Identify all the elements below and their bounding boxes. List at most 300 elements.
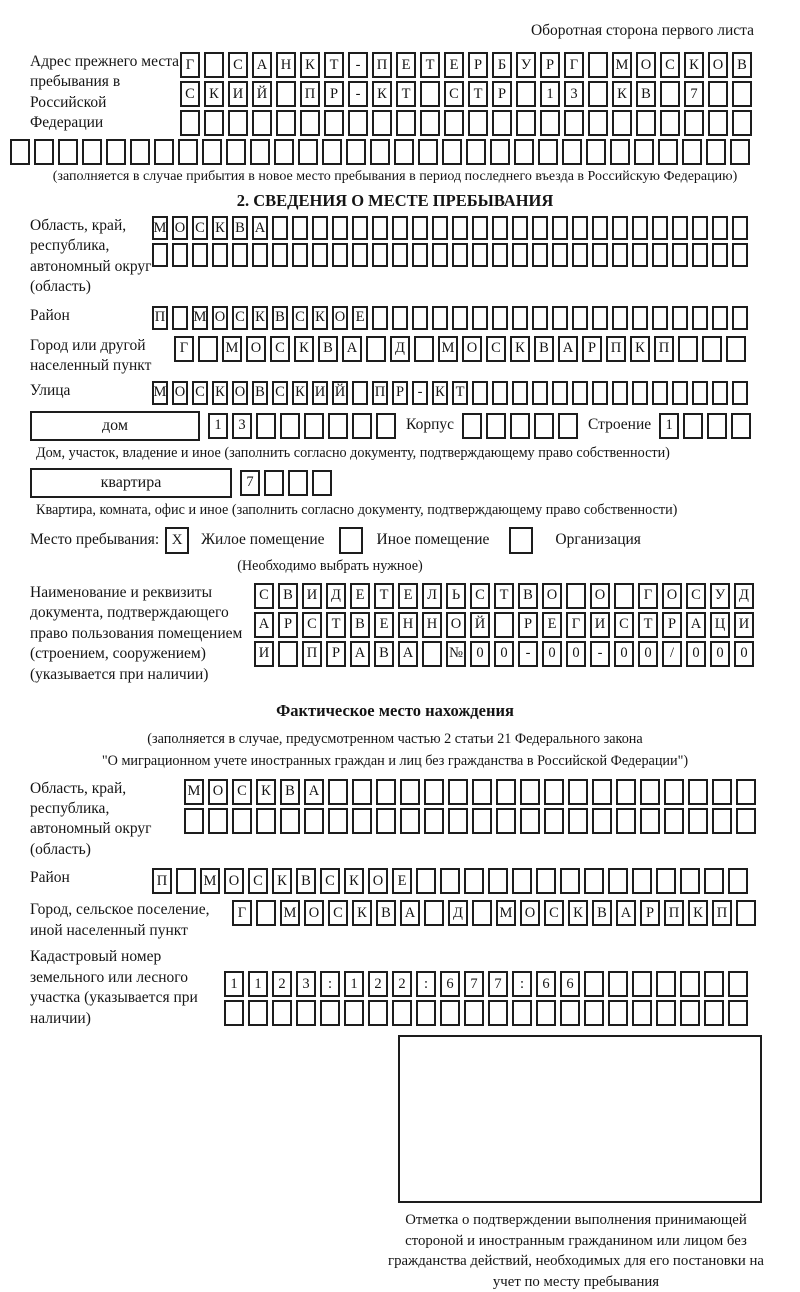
char-cell[interactable]: -	[590, 641, 610, 667]
char-cell[interactable]: О	[708, 52, 728, 78]
char-cell[interactable]: К	[612, 81, 632, 107]
char-cell[interactable]	[584, 971, 604, 997]
char-cell[interactable]	[464, 868, 484, 894]
char-cell[interactable]: -	[412, 381, 428, 405]
char-cell[interactable]: В	[732, 52, 752, 78]
char-cell[interactable]: О	[368, 868, 388, 894]
char-cell[interactable]	[418, 139, 438, 165]
char-cell[interactable]: С	[248, 868, 268, 894]
char-cell[interactable]	[684, 110, 704, 136]
char-cell[interactable]	[634, 139, 654, 165]
char-cell[interactable]: К	[568, 900, 588, 926]
char-cell[interactable]	[572, 243, 588, 267]
char-cell[interactable]	[256, 413, 276, 439]
char-cell[interactable]	[682, 139, 702, 165]
char-cell[interactable]	[588, 110, 608, 136]
char-cell[interactable]	[298, 139, 318, 165]
char-cell[interactable]	[706, 139, 726, 165]
char-cell[interactable]	[280, 413, 300, 439]
char-cell[interactable]: В	[376, 900, 396, 926]
char-cell[interactable]	[448, 779, 468, 805]
char-cell[interactable]	[248, 1000, 268, 1026]
char-cell[interactable]: 6	[440, 971, 460, 997]
char-cell[interactable]: 7	[684, 81, 704, 107]
char-cell[interactable]: М	[184, 779, 204, 805]
char-cell[interactable]	[412, 243, 428, 267]
char-cell[interactable]	[544, 808, 564, 834]
char-cell[interactable]: С	[270, 336, 290, 362]
char-cell[interactable]	[608, 971, 628, 997]
char-cell[interactable]: С	[660, 52, 680, 78]
char-cell[interactable]: 3	[296, 971, 316, 997]
char-cell[interactable]: А	[400, 900, 420, 926]
char-cell[interactable]	[516, 81, 536, 107]
char-cell[interactable]	[352, 243, 368, 267]
char-cell[interactable]: А	[252, 216, 268, 240]
char-cell[interactable]: К	[312, 306, 328, 330]
char-cell[interactable]	[202, 139, 222, 165]
char-cell[interactable]: 0	[710, 641, 730, 667]
char-cell[interactable]	[536, 868, 556, 894]
char-cell[interactable]	[252, 110, 272, 136]
char-cell[interactable]	[392, 243, 408, 267]
char-cell[interactable]	[420, 81, 440, 107]
char-cell[interactable]	[368, 1000, 388, 1026]
char-cell[interactable]	[552, 216, 568, 240]
char-cell[interactable]	[472, 381, 488, 405]
char-cell[interactable]	[566, 583, 586, 609]
char-cell[interactable]	[346, 139, 366, 165]
char-cell[interactable]: М	[192, 306, 208, 330]
char-cell[interactable]	[462, 413, 482, 439]
char-cell[interactable]	[708, 110, 728, 136]
char-cell[interactable]: Н	[398, 612, 418, 638]
char-cell[interactable]	[488, 868, 508, 894]
char-cell[interactable]	[702, 336, 722, 362]
char-cell[interactable]: Р	[540, 52, 560, 78]
char-cell[interactable]: Г	[638, 583, 658, 609]
char-cell[interactable]	[726, 336, 746, 362]
char-cell[interactable]: Е	[352, 306, 368, 330]
char-cell[interactable]	[264, 470, 284, 496]
char-cell[interactable]	[680, 868, 700, 894]
char-cell[interactable]	[510, 413, 530, 439]
char-cell[interactable]: 0	[494, 641, 514, 667]
char-cell[interactable]	[488, 1000, 508, 1026]
char-cell[interactable]: М	[222, 336, 242, 362]
char-cell[interactable]	[708, 81, 728, 107]
char-cell[interactable]	[322, 139, 342, 165]
char-cell[interactable]: О	[208, 779, 228, 805]
char-cell[interactable]	[683, 413, 703, 439]
char-cell[interactable]	[672, 243, 688, 267]
char-cell[interactable]: Ц	[710, 612, 730, 638]
char-cell[interactable]	[512, 306, 528, 330]
char-cell[interactable]	[424, 808, 444, 834]
char-cell[interactable]: Р	[324, 81, 344, 107]
char-cell[interactable]	[416, 1000, 436, 1026]
char-cell[interactable]	[332, 243, 348, 267]
char-cell[interactable]: С	[486, 336, 506, 362]
char-cell[interactable]	[376, 808, 396, 834]
char-cell[interactable]: В	[272, 306, 288, 330]
char-cell[interactable]: О	[590, 583, 610, 609]
char-cell[interactable]: С	[320, 868, 340, 894]
char-cell[interactable]	[652, 306, 668, 330]
char-cell[interactable]	[652, 216, 668, 240]
char-cell[interactable]: Е	[444, 52, 464, 78]
char-cell[interactable]	[612, 306, 628, 330]
char-cell[interactable]: К	[212, 381, 228, 405]
char-cell[interactable]: С	[254, 583, 274, 609]
char-cell[interactable]: 1	[208, 413, 228, 439]
char-cell[interactable]: С	[470, 583, 490, 609]
char-cell[interactable]: О	[332, 306, 348, 330]
char-cell[interactable]: С	[544, 900, 564, 926]
char-cell[interactable]	[736, 808, 756, 834]
char-cell[interactable]: О	[212, 306, 228, 330]
char-cell[interactable]	[544, 779, 564, 805]
char-cell[interactable]	[424, 900, 444, 926]
char-cell[interactable]	[712, 808, 732, 834]
char-cell[interactable]	[440, 1000, 460, 1026]
char-cell[interactable]	[586, 139, 606, 165]
char-cell[interactable]	[540, 110, 560, 136]
char-cell[interactable]	[416, 868, 436, 894]
char-cell[interactable]	[652, 381, 668, 405]
char-cell[interactable]	[712, 243, 728, 267]
char-cell[interactable]: В	[592, 900, 612, 926]
char-cell[interactable]	[34, 139, 54, 165]
char-cell[interactable]: Л	[422, 583, 442, 609]
char-cell[interactable]	[312, 216, 328, 240]
char-cell[interactable]	[412, 216, 428, 240]
char-cell[interactable]: Р	[640, 900, 660, 926]
char-cell[interactable]	[106, 139, 126, 165]
char-cell[interactable]: С	[272, 381, 288, 405]
char-cell[interactable]: Н	[422, 612, 442, 638]
char-cell[interactable]: К	[272, 868, 292, 894]
char-cell[interactable]: М	[612, 52, 632, 78]
char-cell[interactable]	[348, 110, 368, 136]
char-cell[interactable]: С	[444, 81, 464, 107]
char-cell[interactable]: Г	[232, 900, 252, 926]
char-cell[interactable]	[412, 306, 428, 330]
char-cell[interactable]: К	[684, 52, 704, 78]
char-cell[interactable]: :	[416, 971, 436, 997]
char-cell[interactable]: Н	[276, 52, 296, 78]
char-cell[interactable]	[656, 868, 676, 894]
char-cell[interactable]: С	[686, 583, 706, 609]
char-cell[interactable]: И	[734, 612, 754, 638]
char-cell[interactable]	[452, 243, 468, 267]
char-cell[interactable]	[280, 808, 300, 834]
char-cell[interactable]: К	[344, 868, 364, 894]
char-cell[interactable]	[452, 306, 468, 330]
char-cell[interactable]: К	[300, 52, 320, 78]
char-cell[interactable]: 1	[540, 81, 560, 107]
char-cell[interactable]: И	[228, 81, 248, 107]
char-cell[interactable]	[538, 139, 558, 165]
char-cell[interactable]	[732, 110, 752, 136]
char-cell[interactable]	[680, 1000, 700, 1026]
char-cell[interactable]: У	[710, 583, 730, 609]
char-cell[interactable]	[664, 808, 684, 834]
char-cell[interactable]: В	[518, 583, 538, 609]
char-cell[interactable]	[466, 139, 486, 165]
char-cell[interactable]	[672, 216, 688, 240]
char-cell[interactable]	[274, 139, 294, 165]
char-cell[interactable]: 6	[560, 971, 580, 997]
char-cell[interactable]	[372, 243, 388, 267]
char-cell[interactable]: С	[232, 306, 248, 330]
char-cell[interactable]	[432, 306, 448, 330]
char-cell[interactable]: К	[256, 779, 276, 805]
char-cell[interactable]	[704, 868, 724, 894]
char-cell[interactable]	[731, 413, 751, 439]
char-cell[interactable]	[172, 243, 188, 267]
char-cell[interactable]	[568, 779, 588, 805]
char-cell[interactable]: 0	[638, 641, 658, 667]
char-cell[interactable]	[707, 413, 727, 439]
char-cell[interactable]: Т	[494, 583, 514, 609]
char-cell[interactable]: №	[446, 641, 466, 667]
char-cell[interactable]: П	[300, 81, 320, 107]
char-cell[interactable]	[652, 243, 668, 267]
char-cell[interactable]	[352, 779, 372, 805]
char-cell[interactable]: К	[294, 336, 314, 362]
char-cell[interactable]	[658, 139, 678, 165]
char-cell[interactable]: С	[192, 381, 208, 405]
char-cell[interactable]	[304, 413, 324, 439]
char-cell[interactable]	[370, 139, 390, 165]
char-cell[interactable]: О	[304, 900, 324, 926]
char-cell[interactable]	[152, 243, 168, 267]
char-cell[interactable]	[212, 243, 228, 267]
char-cell[interactable]: 0	[470, 641, 490, 667]
char-cell[interactable]: К	[432, 381, 448, 405]
char-cell[interactable]	[392, 1000, 412, 1026]
char-cell[interactable]: В	[280, 779, 300, 805]
char-cell[interactable]: 7	[240, 470, 260, 496]
char-cell[interactable]	[572, 381, 588, 405]
char-cell[interactable]	[732, 381, 748, 405]
char-cell[interactable]	[512, 1000, 532, 1026]
char-cell[interactable]	[324, 110, 344, 136]
char-cell[interactable]: И	[312, 381, 328, 405]
char-cell[interactable]	[486, 413, 506, 439]
char-cell[interactable]: Т	[468, 81, 488, 107]
char-cell[interactable]	[614, 583, 634, 609]
char-cell[interactable]: Р	[518, 612, 538, 638]
char-cell[interactable]	[10, 139, 30, 165]
char-cell[interactable]: О	[542, 583, 562, 609]
char-cell[interactable]: Е	[374, 612, 394, 638]
char-cell[interactable]: Й	[470, 612, 490, 638]
char-cell[interactable]: А	[254, 612, 274, 638]
char-cell[interactable]	[424, 779, 444, 805]
char-cell[interactable]	[728, 868, 748, 894]
char-cell[interactable]: И	[302, 583, 322, 609]
char-cell[interactable]	[512, 868, 532, 894]
char-cell[interactable]	[632, 216, 648, 240]
char-cell[interactable]: П	[664, 900, 684, 926]
char-cell[interactable]	[632, 306, 648, 330]
char-cell[interactable]: :	[320, 971, 340, 997]
char-cell[interactable]	[636, 110, 656, 136]
char-cell[interactable]	[632, 381, 648, 405]
char-cell[interactable]	[592, 808, 612, 834]
char-cell[interactable]: А	[558, 336, 578, 362]
char-cell[interactable]	[472, 216, 488, 240]
char-cell[interactable]	[692, 381, 708, 405]
char-cell[interactable]	[278, 641, 298, 667]
char-cell[interactable]: О	[232, 381, 248, 405]
char-cell[interactable]: С	[180, 81, 200, 107]
char-cell[interactable]: 7	[464, 971, 484, 997]
char-cell[interactable]: А	[350, 641, 370, 667]
char-cell[interactable]	[608, 1000, 628, 1026]
char-cell[interactable]: 2	[368, 971, 388, 997]
char-cell[interactable]: К	[630, 336, 650, 362]
char-cell[interactable]	[552, 306, 568, 330]
char-cell[interactable]	[612, 381, 628, 405]
char-cell[interactable]: Р	[468, 52, 488, 78]
char-cell[interactable]: А	[252, 52, 272, 78]
char-cell[interactable]	[592, 243, 608, 267]
char-cell[interactable]: С	[302, 612, 322, 638]
char-cell[interactable]	[130, 139, 150, 165]
char-cell[interactable]	[680, 971, 700, 997]
char-cell[interactable]: -	[518, 641, 538, 667]
char-cell[interactable]	[256, 808, 276, 834]
char-cell[interactable]: А	[304, 779, 324, 805]
char-cell[interactable]	[712, 779, 732, 805]
char-cell[interactable]	[472, 900, 492, 926]
char-cell[interactable]: В	[636, 81, 656, 107]
char-cell[interactable]: О	[446, 612, 466, 638]
char-cell[interactable]	[534, 413, 554, 439]
char-cell[interactable]: -	[348, 81, 368, 107]
char-cell[interactable]	[496, 808, 516, 834]
char-cell[interactable]	[730, 139, 750, 165]
char-cell[interactable]	[532, 216, 548, 240]
char-cell[interactable]	[58, 139, 78, 165]
char-cell[interactable]	[704, 1000, 724, 1026]
char-cell[interactable]: 2	[392, 971, 412, 997]
char-cell[interactable]	[592, 306, 608, 330]
char-cell[interactable]	[616, 808, 636, 834]
char-cell[interactable]	[376, 413, 396, 439]
char-cell[interactable]	[442, 139, 462, 165]
char-cell[interactable]: 0	[614, 641, 634, 667]
char-cell[interactable]: М	[152, 381, 168, 405]
char-cell[interactable]	[492, 381, 508, 405]
char-cell[interactable]: Г	[174, 336, 194, 362]
char-cell[interactable]: В	[232, 216, 248, 240]
char-cell[interactable]	[512, 381, 528, 405]
char-cell[interactable]: Г	[180, 52, 200, 78]
char-cell[interactable]	[400, 779, 420, 805]
char-cell[interactable]: Й	[252, 81, 272, 107]
char-cell[interactable]: И	[254, 641, 274, 667]
char-cell[interactable]	[732, 216, 748, 240]
char-cell[interactable]	[432, 243, 448, 267]
char-cell[interactable]: В	[318, 336, 338, 362]
char-cell[interactable]	[288, 470, 308, 496]
char-cell[interactable]	[612, 110, 632, 136]
char-cell[interactable]: В	[278, 583, 298, 609]
char-cell[interactable]: О	[520, 900, 540, 926]
char-cell[interactable]	[672, 306, 688, 330]
char-cell[interactable]: Г	[564, 52, 584, 78]
char-cell[interactable]	[180, 110, 200, 136]
char-cell[interactable]: Р	[492, 81, 512, 107]
char-cell[interactable]: 1	[248, 971, 268, 997]
char-cell[interactable]	[532, 381, 548, 405]
char-cell[interactable]: К	[204, 81, 224, 107]
char-cell[interactable]: Т	[420, 52, 440, 78]
char-cell[interactable]	[328, 808, 348, 834]
char-cell[interactable]: К	[212, 216, 228, 240]
char-cell[interactable]: 1	[224, 971, 244, 997]
char-cell[interactable]: -	[348, 52, 368, 78]
char-cell[interactable]	[276, 110, 296, 136]
char-cell[interactable]	[608, 868, 628, 894]
char-cell[interactable]	[224, 1000, 244, 1026]
char-cell[interactable]	[328, 413, 348, 439]
char-cell[interactable]	[372, 110, 392, 136]
char-cell[interactable]	[272, 243, 288, 267]
char-cell[interactable]: А	[616, 900, 636, 926]
char-cell[interactable]: К	[252, 306, 268, 330]
char-cell[interactable]: К	[292, 381, 308, 405]
char-cell[interactable]	[584, 868, 604, 894]
char-cell[interactable]: А	[686, 612, 706, 638]
char-cell[interactable]: О	[172, 216, 188, 240]
char-cell[interactable]: С	[292, 306, 308, 330]
char-cell[interactable]: 0	[542, 641, 562, 667]
char-cell[interactable]: Т	[396, 81, 416, 107]
char-cell[interactable]	[704, 971, 724, 997]
char-cell[interactable]	[656, 971, 676, 997]
char-cell[interactable]: Р	[582, 336, 602, 362]
char-cell[interactable]	[492, 110, 512, 136]
char-cell[interactable]: Т	[374, 583, 394, 609]
char-cell[interactable]	[678, 336, 698, 362]
checkbox-organization[interactable]	[509, 527, 533, 554]
char-cell[interactable]: С	[232, 779, 252, 805]
checkbox-other-premises[interactable]	[339, 527, 363, 554]
char-cell[interactable]	[300, 110, 320, 136]
char-cell[interactable]	[250, 139, 270, 165]
char-cell[interactable]	[520, 779, 540, 805]
char-cell[interactable]	[632, 868, 652, 894]
char-cell[interactable]: 3	[564, 81, 584, 107]
char-cell[interactable]	[208, 808, 228, 834]
char-cell[interactable]	[688, 808, 708, 834]
char-cell[interactable]	[344, 1000, 364, 1026]
char-cell[interactable]: О	[172, 381, 188, 405]
char-cell[interactable]	[492, 216, 508, 240]
char-cell[interactable]: 1	[344, 971, 364, 997]
char-cell[interactable]	[692, 243, 708, 267]
char-cell[interactable]: Т	[452, 381, 468, 405]
char-cell[interactable]	[352, 216, 368, 240]
char-cell[interactable]	[688, 779, 708, 805]
char-cell[interactable]: М	[200, 868, 220, 894]
char-cell[interactable]: В	[374, 641, 394, 667]
